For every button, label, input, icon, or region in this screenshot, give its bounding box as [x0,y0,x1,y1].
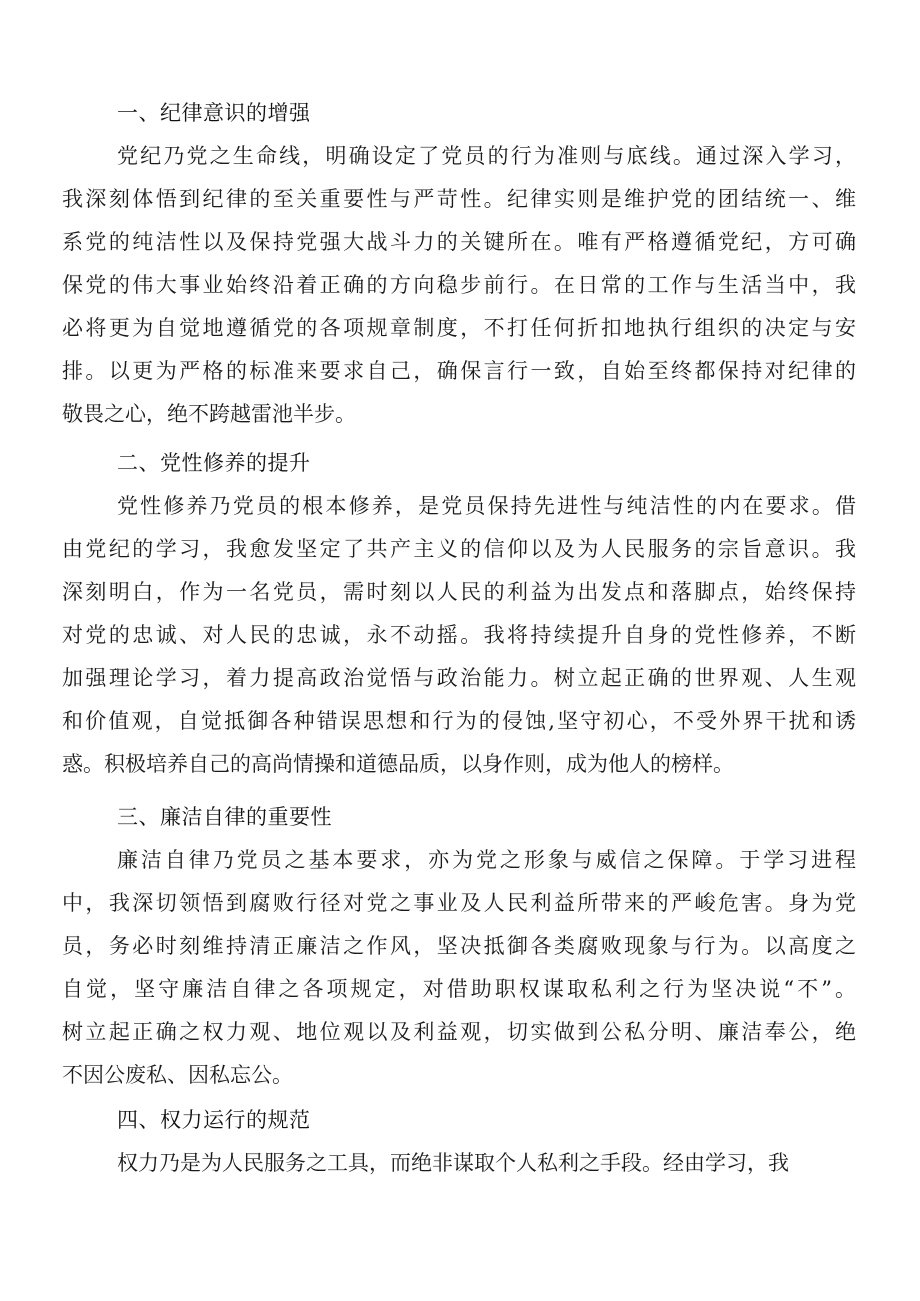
section-2-line-2: 由党纪的学习，我愈发坚定了共产主义的信仰以及为人民服务的宗旨意识。我 [62,537,856,561]
section-3-line-2: 中，我深切领悟到腐败行径对党之事业及人民利益所带来的严峻危害。身为党 [62,891,856,915]
section-1-line-5: 必将更为自觉地遵循党的各项规章制度，不打任何折扣地执行组织的决定与安 [62,316,856,340]
section-4-line-1: 权力乃是为人民服务之工具，而绝非谋取个人私利之手段。经由学习，我 [117,1151,789,1175]
section-4-heading: 四、权力运行的规范 [117,1108,311,1132]
section-3-line-3: 员，务必时刻维持清正廉洁之作风，坚决抵御各类腐败现象与行为。以高度之 [62,934,856,958]
section-2-line-3: 深刻明白，作为一名党员，需时刻以人民的利益为出发点和落脚点，始终保持 [62,580,856,604]
section-1-heading: 一、纪律意识的增强 [117,101,311,125]
section-2-line-5: 加强理论学习，着力提高政治觉悟与政治能力。树立起正确的世界观、人生观 [62,666,856,690]
section-1-line-7: 敬畏之心，绝不跨越雷池半步。 [62,402,356,426]
section-2-line-4: 对党的忠诚、对人民的忠诚，永不动摇。我将持续提升自身的党性修养，不断 [62,623,856,647]
section-3-line-4: 自觉，坚守廉洁自律之各项规定，对借助职权谋取私利之行为坚决说“不”。 [62,977,856,1001]
section-1-line-1: 党纪乃党之生命线，明确设定了党员的行为准则与底线。通过深入学习， [117,144,856,168]
section-1-line-6: 排。以更为严格的标准来要求自己，确保言行一致，自始至终都保持对纪律的 [62,359,856,383]
section-3-line-6: 不因公废私、因私忘公。 [62,1063,293,1087]
section-2-heading: 二、党性修养的提升 [117,451,311,475]
section-3-line-1: 廉洁自律乃党员之基本要求，亦为党之形象与威信之保障。于学习进程 [117,848,856,872]
section-3-line-5: 树立起正确之权力观、地位观以及利益观，切实做到公私分明、廉洁奉公，绝 [62,1020,856,1044]
section-2-line-1: 党性修养乃党员的根本修养，是党员保持先进性与纯洁性的内在要求。借 [117,494,856,518]
section-2-line-7: 惑。积极培养自己的高尚情操和道德品质，以身作则，成为他人的榜样。 [62,752,734,776]
section-3-heading: 三、廉洁自律的重要性 [117,805,332,829]
section-1-line-3: 系党的纯洁性以及保持党强大战斗力的关键所在。唯有严格遵循党纪，方可确 [62,230,856,254]
section-2-line-6: 和价值观，自觉抵御各种错误思想和行为的侵蚀,坚守初心，不受外界干扰和诱 [62,709,856,733]
section-1-line-2: 我深刻体悟到纪律的至关重要性与严苛性。纪律实则是维护党的团结统一、维 [62,187,856,211]
section-1-line-4: 保党的伟大事业始终沿着正确的方向稳步前行。在日常的工作与生活当中，我 [62,273,856,297]
